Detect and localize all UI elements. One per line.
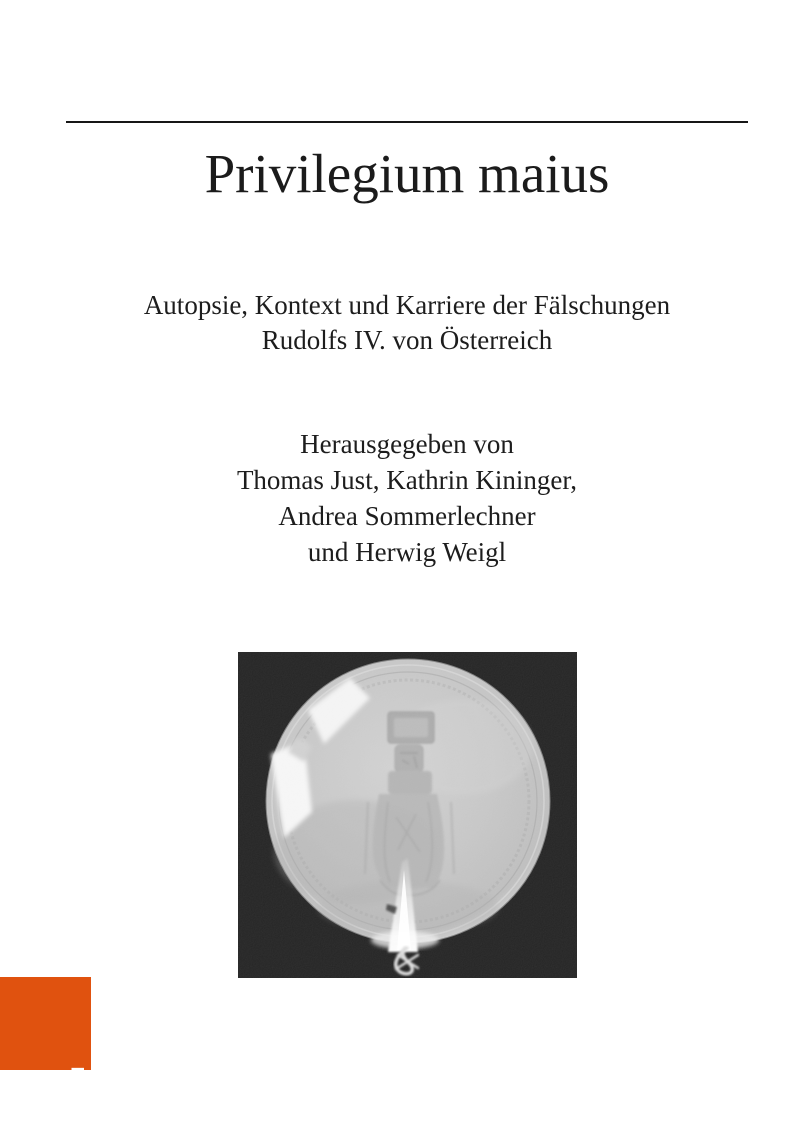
publisher-logo	[0, 977, 91, 1143]
seal-photograph	[238, 652, 577, 978]
editors-line-3: Andrea Sommerlechner	[278, 501, 536, 531]
top-rule	[66, 121, 748, 123]
subtitle-line-2: Rudolfs IV. von Österreich	[261, 325, 553, 355]
seal-illustration	[238, 652, 577, 978]
book-subtitle	[66, 288, 748, 358]
editors-line-1: Herausgegeben von	[300, 429, 514, 459]
book-title: Privilegium maius	[204, 143, 610, 204]
editors-line-4: und Herwig Weigl	[307, 537, 507, 567]
editors-line-2: Thomas Just, Kathrin Kininger,	[236, 465, 578, 495]
publisher-logo-text: böhlau	[63, 1066, 89, 1143]
subtitle-line-1: Autopsie, Kontext und Karriere der Fälschungen	[143, 290, 671, 320]
editors-block	[66, 426, 748, 570]
